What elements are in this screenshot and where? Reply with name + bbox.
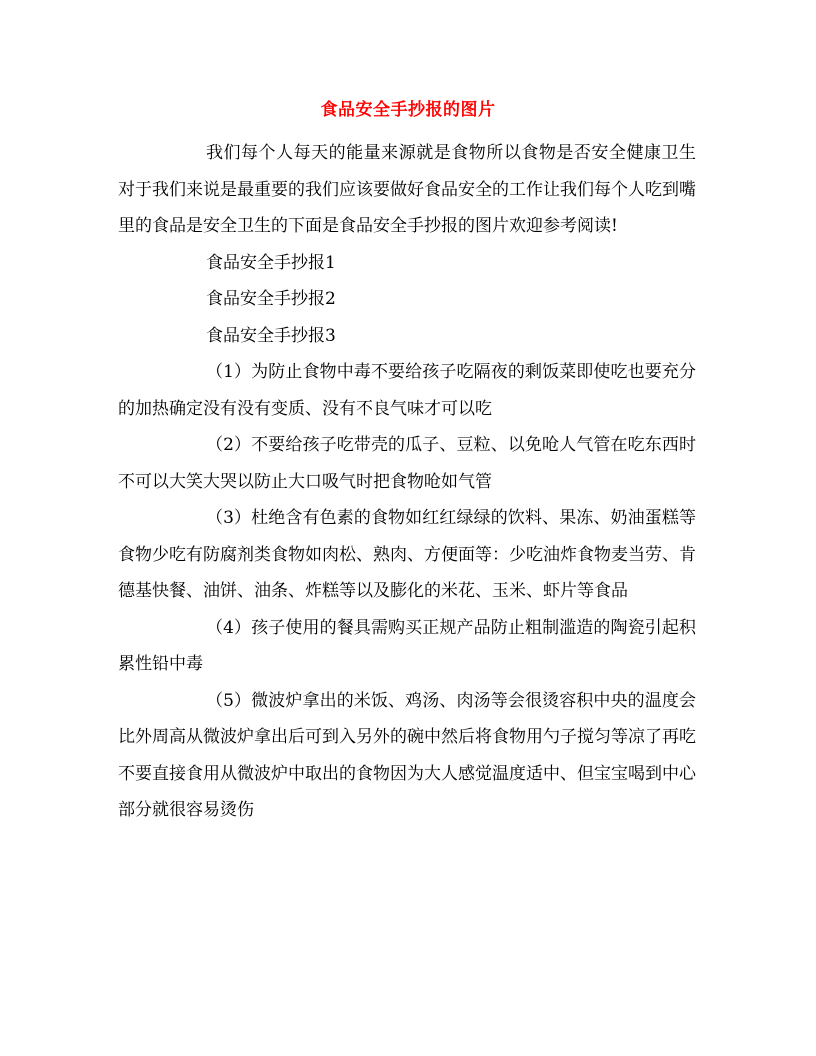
tip-paragraph-2: （2）不要给孩子吃带壳的瓜子、豆粒、以免呛人气管在吃东西时不可以大笑大哭以防止大口吸气时把食物呛如气管 [118, 435, 696, 492]
poster-caption-2: 食品安全手抄报2 [206, 289, 336, 309]
poster-caption-3: 食品安全手抄报3 [206, 325, 336, 346]
poster-caption-1: 食品安全手抄报1 [206, 252, 336, 273]
tip-paragraph-4: （4）孩子使用的餐具需购买正规产品防止粗制滥造的陶瓷引起积累性铅中毒 [118, 617, 696, 674]
intro-paragraph: 我们每个人每天的能量来源就是食物所以食物是否安全健康卫生对于我们来说是最重要的我们应该要做好食品安全的工作让我们每个人吃到嘴里的食品是安全卫生的下面是食品安全手抄报的图片欢迎参考阅读! [118, 143, 696, 236]
tip-paragraph-3: （3）杜绝含有色素的食物如红红绿绿的饮料、果冻、奶油蛋糕等食物少吃有防腐剂类食物如肉松、熟肉、方便面等：少吃油炸食物麦当劳、肯德基快餐、油饼、油条、炸糕等以及膨化的米花、玉米、虾片等食品 [118, 508, 696, 601]
document-body [118, 135, 696, 829]
tip-paragraph-1: （1）为防止食物中毒不要给孩子吃隔夜的剩饭菜即使吃也要充分的加热确定没有没有变质、没有不良气味才可以吃 [118, 362, 696, 419]
document-title: 食品安全手抄报的图片 [320, 100, 496, 120]
tip-paragraph-5: （5）微波炉拿出的米饭、鸡汤、肉汤等会很烫容积中央的温度会比外周高从微波炉拿出后可到入另外的碗中然后将食物用勺子搅匀等凉了再吃不要直接食用从微波炉中取出的食物因为大人感觉温度适中、但宝宝喝到中心部分就很容易烫伤 [118, 690, 696, 820]
